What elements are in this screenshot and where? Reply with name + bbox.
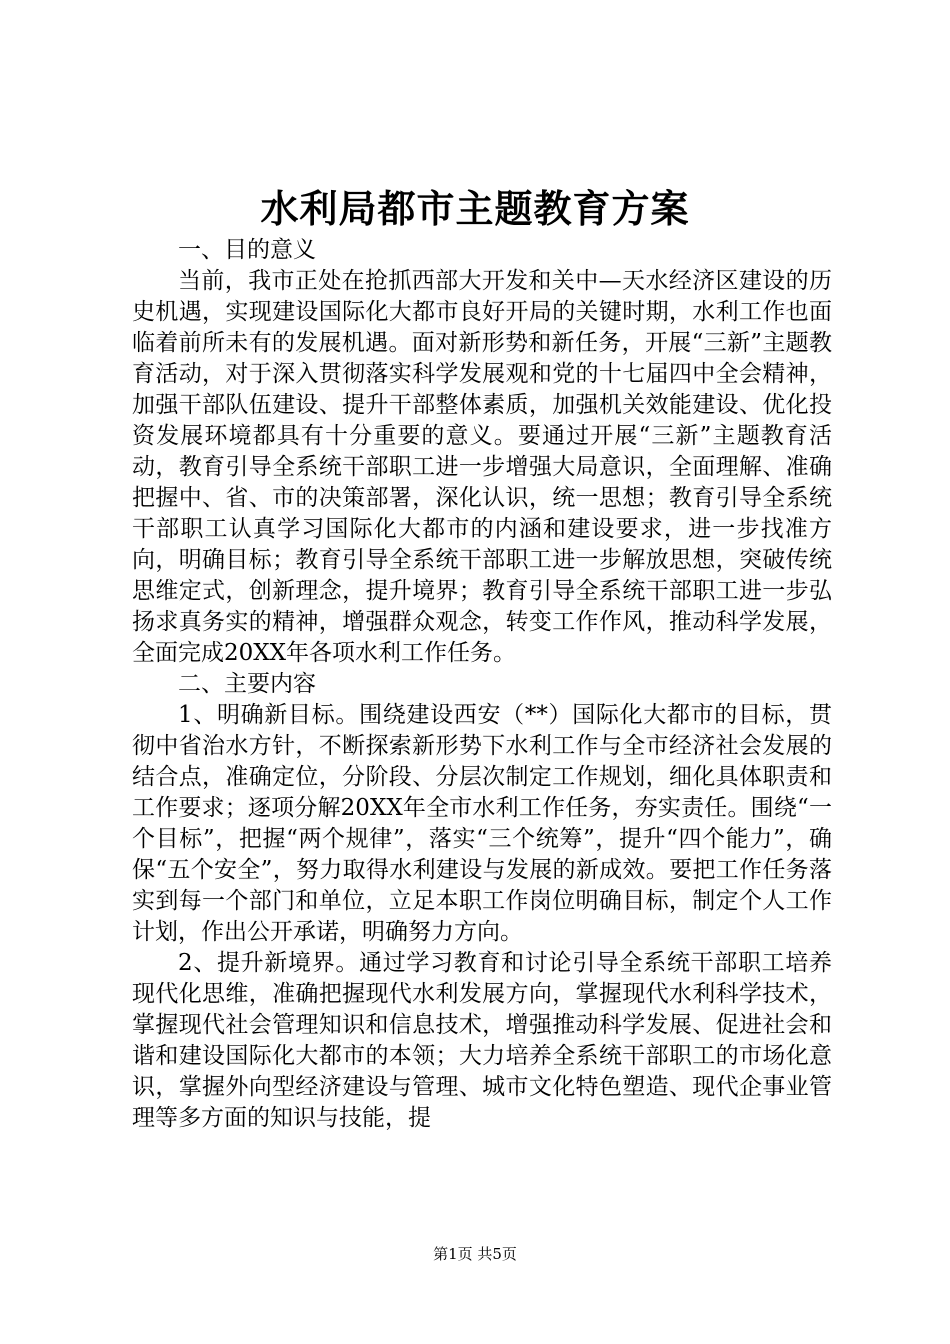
paragraph-purpose-body: 当前，我市正处在抢抓西部大开发和关中—天水经济区建设的历史机遇，实现建设国际化大都市良好开局的关键时期，水利工作也面临着前所未有的发展机遇。面对新形势和新任务，开展“三新”主题教育活动，对于深入贯彻落实科学发展观和党的十七届四中全会精神，加强干部队伍建设、提升干部整体素质，加强机关效能建设、优化投资发展环境都具有十分重要的意义。要通过开展“三新”主题教育活动，教育引导全系统干部职工进一步增强大局意识，全面理解、准确把握中、省、市的决策部署，深化认识，统一思想；教育引导全系统干部职工认真学习国际化大都市的内涵和建设要求，进一步找准方向，明确目标；教育引导全系统干部职工进一步解放思想，突破传统思维定式，创新理念，提升境界；教育引导全系统干部职工进一步弘扬求真务实的精神，增强群众观念，转变工作作风，推动科学发展，全面完成20XX年各项水利工作任务。 bbox=[132, 268, 832, 666]
paragraph-new-realm: 2、提升新境界。通过学习教育和讨论引导全系统干部职工培养现代化思维，准确把握现代水利发展方向，掌握现代水利科学技术，掌握现代社会管理知识和信息技术，增强推动科学发展、促进社会和谐和建设国际化大都市的本领；大力培养全系统干部职工的市场化意识，掌握外向型经济建设与管理、城市文化特色塑造、现代企事业管理等多方面的知识与技能，提 bbox=[132, 950, 832, 1131]
document-title: 水利局都市主题教育方案 bbox=[260, 186, 690, 231]
paragraph-new-goal: 1、明确新目标。围绕建设西安（**）国际化大都市的目标，贯彻中省治水方针，不断探索新形势下水利工作与全市经济社会发展的结合点，准确定位，分阶段、分层次制定工作规划，细化具体职责和工作要求；逐项分解20XX年全市水利工作任务，夯实责任。围绕“一个目标”，把握“两个规律”，落实“三个统筹”，提升“四个能力”，确保“五个安全”，努力取得水利建设与发展的新成效。要把工作任务落实到每一个部门和单位，立足本职工作岗位明确目标，制定个人工作计划，作出公开承诺，明确努力方向。 bbox=[132, 702, 832, 945]
document-body bbox=[132, 235, 832, 1134]
section-heading-purpose: 一、目的意义 bbox=[178, 237, 316, 263]
section-heading-content: 二、主要内容 bbox=[178, 671, 316, 697]
page-number-footer: 第1页 共5页 bbox=[433, 1245, 517, 1263]
